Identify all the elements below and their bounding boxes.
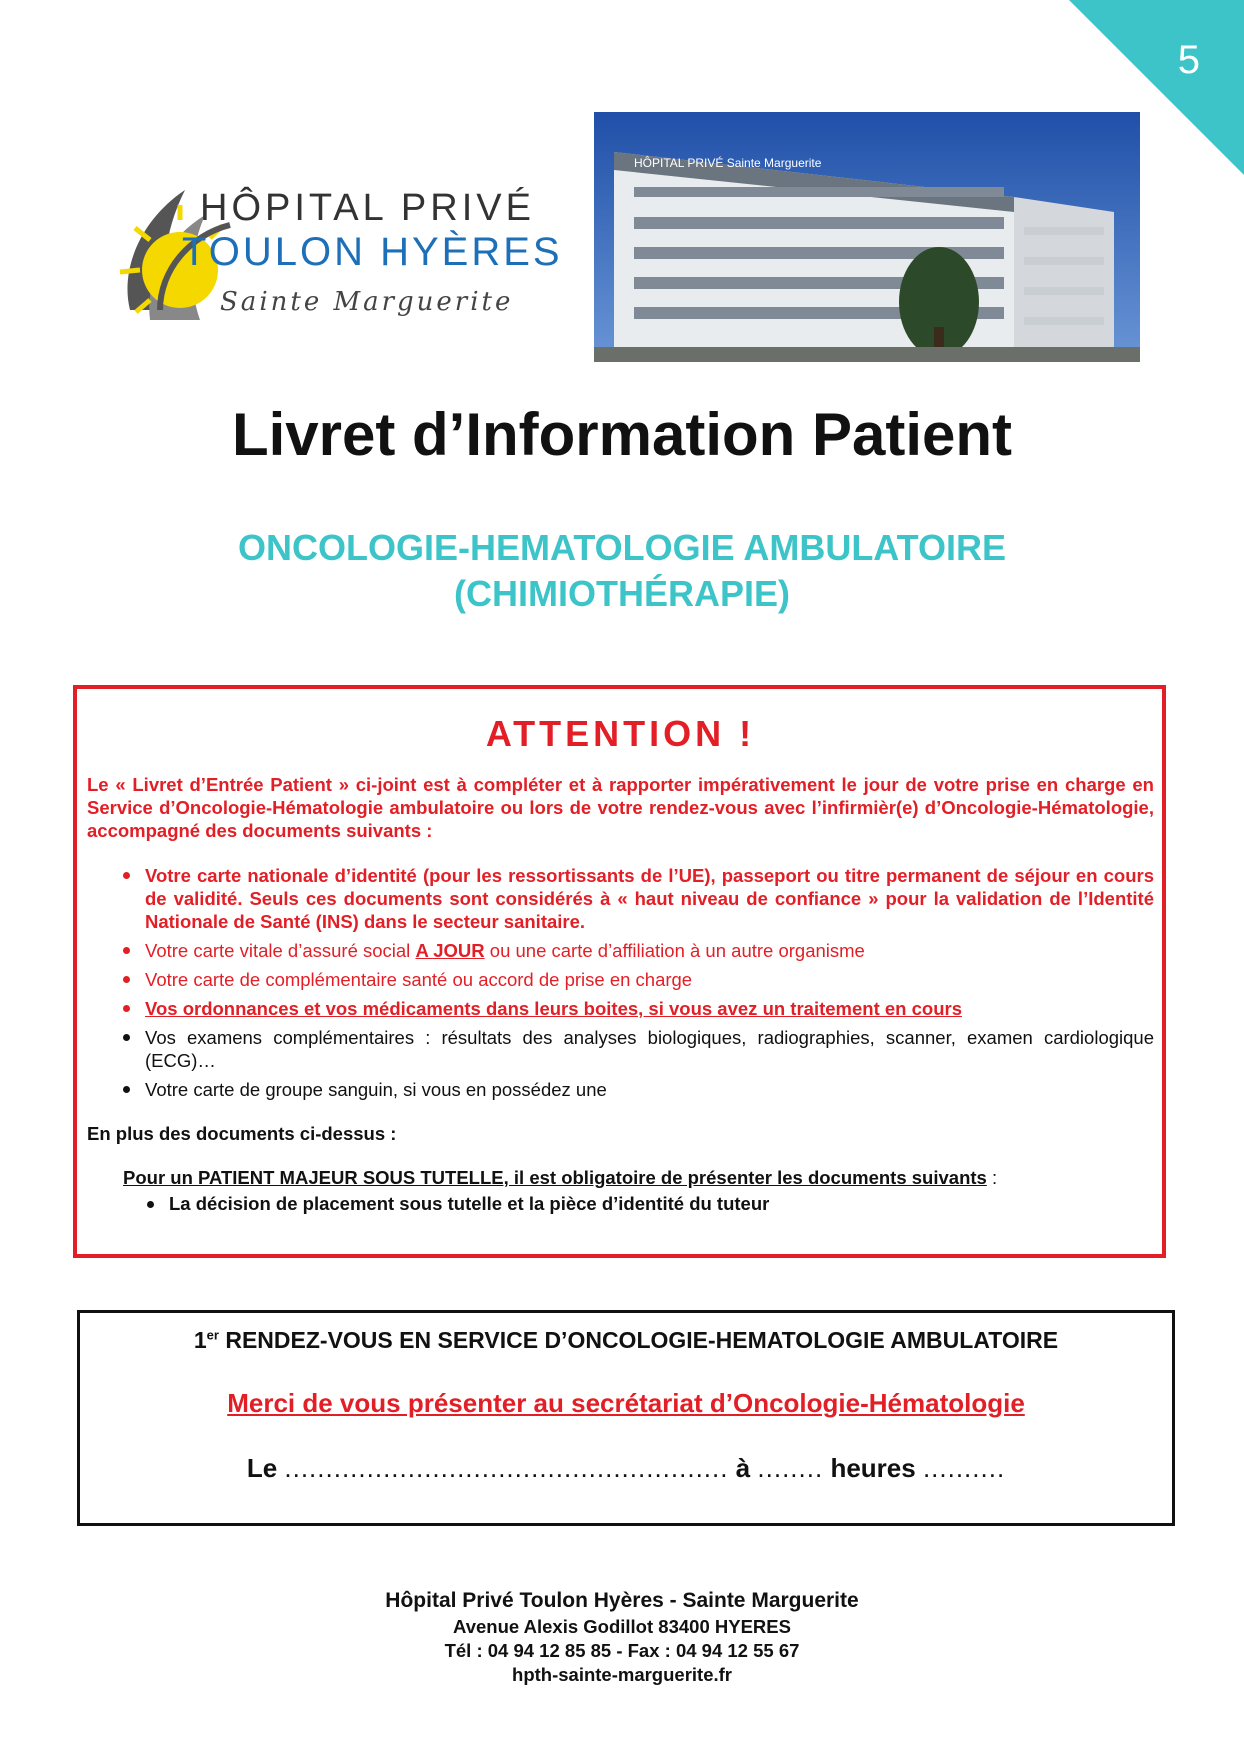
hours-label: heures <box>830 1453 916 1483</box>
tutelle-lead: Pour un PATIENT MAJEUR SOUS TUTELLE, il est obligatoire de présenter les documents suivants <box>123 1167 987 1188</box>
attention-box <box>73 685 1166 1258</box>
tutelle-colon: : <box>986 1167 998 1188</box>
attention-heading: ATTENTION ! <box>485 713 756 754</box>
appointment-box <box>77 1310 1175 1526</box>
page-title: Livret d’Information Patient <box>231 401 1013 468</box>
subtitle-line2: (CHIMIOTHÉRAPIE) <box>454 573 790 614</box>
page-number: 5 <box>1177 38 1200 82</box>
at-label: à <box>735 1453 751 1483</box>
logo-line3: Sainte Marguerite <box>220 287 514 317</box>
logo-line1: HÔPITAL PRIVÉ <box>200 187 535 229</box>
appointment-title <box>80 1327 1172 1354</box>
list-item <box>123 939 1154 962</box>
list-item: Vos ordonnances et vos médicaments dans leurs boites, si vous avez un traitement en cours <box>123 997 1154 1020</box>
tutelle-list <box>147 1193 1154 1215</box>
ordinal: 1 <box>193 1327 207 1353</box>
hospital-building-photo <box>594 112 1140 362</box>
minutes-field: .......... <box>922 1453 1006 1483</box>
photo-sign: HÔPITAL PRIVÉ Sainte Marguerite <box>634 156 822 170</box>
footer-name: Hôpital Privé Toulon Hyères - Sainte Marguerite <box>385 1589 859 1612</box>
item-text: Votre carte vitale d’assuré social <box>145 940 416 961</box>
appointment-date-line <box>80 1453 1172 1484</box>
logo-line2: TOULON HYÈRES <box>182 230 563 274</box>
list-item: Votre carte de groupe sanguin, si vous en possédez une <box>123 1078 1154 1101</box>
hospital-logo <box>110 160 580 335</box>
list-item: La décision de placement sous tutelle et la pièce d’identité du tuteur <box>147 1193 1154 1215</box>
date-label: Le <box>246 1453 278 1483</box>
appointment-title-text: RENDEZ-VOUS EN SERVICE D’ONCOLOGIE-HEMATOLOGIE AMBULATOIRE <box>218 1327 1059 1353</box>
subtitle-line1: ONCOLOGIE-HEMATOLOGIE AMBULATOIRE <box>238 527 1006 568</box>
list-item: Vos examens complémentaires : résultats des analyses biologiques, radiographies, scanner, examen cardiologique (ECG)… <box>123 1026 1154 1072</box>
list-item: Votre carte nationale d’identité (pour les ressortissants de l’UE), passeport ou titre permanent de séjour en cours de validité. Seuls ces documents sont considérés à « haut niveau de confiance » pour la validation de l’Identité Nationale de Santé (INS) dans le secteur sanitaire. <box>123 864 1154 933</box>
additional-docs-heading: En plus des documents ci-dessus : <box>87 1123 397 1144</box>
item-emphasis: A JOUR <box>415 940 485 961</box>
documents-list <box>123 864 1154 1101</box>
footer-website: hpth-sainte-marguerite.fr <box>512 1664 732 1685</box>
page-subtitle <box>0 525 1244 617</box>
footer-contact <box>0 1587 1244 1687</box>
ordinal-sup: er <box>206 1327 219 1343</box>
hour-field: ........ <box>757 1453 824 1483</box>
footer-phone: Tél : 04 94 12 85 85 - Fax : 04 94 12 55 67 <box>444 1640 800 1661</box>
attention-intro: Le « Livret d’Entrée Patient » ci-joint est à compléter et à rapporter impérativement le jour de votre prise en charge en Service d’Oncologie-Hématologie ambulatoire ou lors de votre rendez-vous avec l’infirmièr(e) d’Oncologie-Hématologie, accompagné des documents suivants : <box>87 774 1154 841</box>
list-item: Votre carte de complémentaire santé ou accord de prise en charge <box>123 968 1154 991</box>
tutelle-notice <box>123 1167 1154 1189</box>
date-field: ...................................................... <box>284 1453 729 1483</box>
footer-address: Avenue Alexis Godillot 83400 HYERES <box>453 1616 791 1637</box>
item-text: ou une carte d’affiliation à un autre organisme <box>484 940 865 961</box>
appointment-instruction: Merci de vous présenter au secrétariat d’Oncologie-Hématologie <box>227 1388 1025 1418</box>
